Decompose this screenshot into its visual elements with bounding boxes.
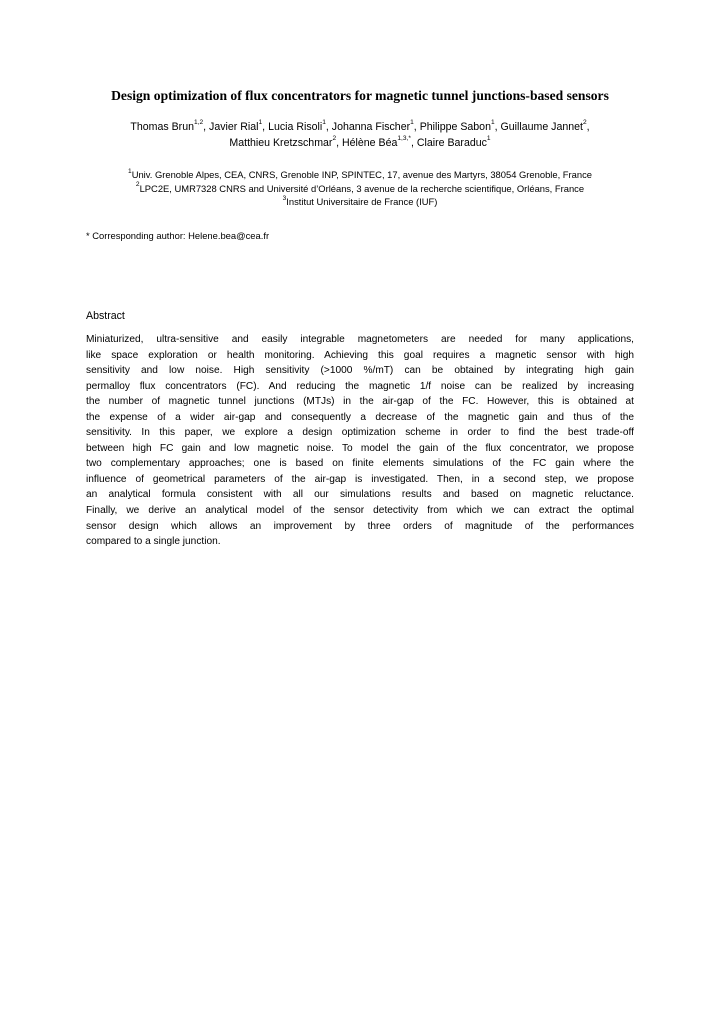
abstract-heading: Abstract — [86, 310, 125, 322]
author-name: Matthieu Kretzschmar — [229, 137, 333, 149]
affiliation-list — [50, 168, 670, 209]
author-name: Johanna Fischer — [331, 121, 411, 133]
author-affiliation-mark: 2 — [332, 135, 337, 143]
affiliation-mark: 1 — [128, 167, 132, 175]
author-list — [60, 119, 660, 151]
abstract-line: the expense of a wider air-gap and consequently a decrease of the magnetic gain and thus of the — [86, 411, 634, 423]
author-name: Hélène Béa — [342, 137, 398, 149]
affiliation-1 — [50, 168, 670, 182]
author-line-1 — [60, 119, 660, 135]
abstract-line: sensitivity and low noise. High sensitivity (>1000 %/mT) can be obtained by integrating high gain — [86, 365, 634, 377]
author-separator: , — [203, 121, 210, 133]
abstract-line: influence of geometrical parameters of the air-gap is investigated. Then, in a second step, we propose — [86, 473, 634, 485]
author-affiliation-mark: 1 — [410, 119, 414, 127]
author-name: Guillaume Jannet — [500, 121, 583, 133]
affiliation-2 — [50, 182, 670, 196]
author-name: Philippe Sabon — [419, 121, 491, 133]
author-separator: , — [586, 121, 590, 133]
affiliation-mark: 2 — [135, 181, 140, 189]
abstract-line: two complementary approaches; one is based on finite elements simulations of the FC gain where the — [86, 458, 634, 470]
abstract-line: sensitivity. In this paper, we explore a design optimization scheme in order to find the best trade-off — [86, 427, 634, 439]
affiliation-text: LPC2E, UMR7328 CNRS and Université d’Orléans, 3 avenue de la recherche scientifique, Orléans, France — [139, 182, 585, 194]
author-affiliation-mark: 1,3,* — [397, 135, 411, 143]
abstract-line: compared to a single junction. — [86, 536, 221, 548]
author-name: Claire Baraduc — [416, 137, 487, 149]
affiliation-text: Institut Universitaire de France (IUF) — [286, 196, 438, 207]
author-name: Lucia Risoli — [268, 121, 323, 133]
affiliation-text: Univ. Grenoble Alpes, CEA, CNRS, Grenoble INP, SPINTEC, 17, avenue des Martyrs, 38054 Grenoble, France — [131, 169, 592, 180]
affiliation-mark: 3 — [282, 194, 287, 202]
abstract-line: an analytical formula consistent with all our simulations results and based on magnetic reluctance. — [86, 489, 634, 501]
abstract-line: between high FC gain and low magnetic noise. To model the gain of the flux concentrator, we propose — [86, 442, 634, 454]
author-line-2 — [60, 135, 660, 151]
author-affiliation-mark: 2 — [582, 119, 587, 127]
affiliation-3 — [50, 195, 670, 209]
paper-title: Design optimization of flux concentrators for magnetic tunnel junctions-based sensors — [111, 88, 609, 103]
abstract-line: Miniaturized, ultra-sensitive and easily integrable magnetometers are needed for many applications, — [86, 334, 634, 345]
author-name: Javier Rial — [209, 121, 259, 133]
abstract-line: permalloy flux concentrators (FC). And reducing the magnetic 1/f noise can be realized by increasing — [86, 380, 634, 392]
abstract-line: Finally, we derive an analytical model of the sensor detectivity from which we can extract the optimal — [86, 505, 634, 517]
author-affiliation-mark: 1 — [490, 119, 495, 127]
author-affiliation-mark: 1 — [486, 135, 491, 143]
author-separator: , — [494, 121, 501, 133]
author-affiliation-mark: 1 — [258, 119, 263, 127]
author-separator: , — [413, 121, 420, 133]
author-separator: , — [336, 137, 342, 149]
author-name: Thomas Brun — [130, 121, 194, 133]
author-separator: , — [325, 121, 332, 133]
author-separator: , — [410, 137, 417, 149]
author-affiliation-mark: 1,2 — [193, 119, 204, 127]
abstract-line: the number of magnetic tunnel junctions (MTJs) in the air-gap of the FC. However, this is obtained at — [86, 396, 634, 408]
author-affiliation-mark: 1 — [322, 119, 326, 127]
author-separator: , — [262, 121, 269, 133]
abstract-line: sensor design which allows an improvement by three orders of magnitude of the performances — [86, 520, 634, 532]
abstract-body — [86, 332, 634, 550]
corresponding-author-note: * Corresponding author: Helene.bea@cea.fr — [86, 230, 270, 241]
abstract-line: like space exploration or health monitoring. Achieving this goal requires a magnetic sensor with high — [86, 349, 634, 361]
